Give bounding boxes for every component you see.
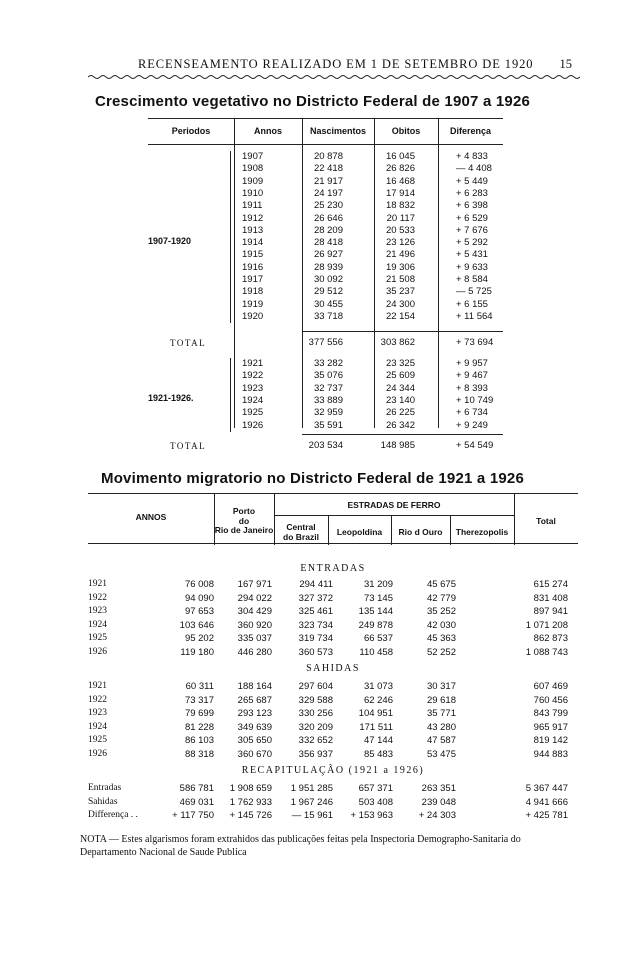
diferenca-cell: + 6 398	[456, 200, 488, 212]
year-cell: 1916	[242, 261, 264, 273]
running-title: RECENSEAMENTO REALIZADO EM 1 DE SETEMBRO DE 1920	[138, 57, 534, 71]
total-nasc: 377 556	[308, 337, 343, 348]
header-line: Porto	[232, 506, 256, 516]
central-cell: 293 123	[237, 708, 272, 719]
obitos-cell: 20 533	[385, 224, 415, 236]
rio-cell: 66 537	[363, 633, 393, 644]
row-label-cell: 1921	[88, 579, 107, 589]
row-label-cell: Differença . .	[88, 810, 138, 820]
header-periodos: Periodos	[171, 126, 211, 136]
table-row	[148, 274, 503, 286]
diferenca-cell: + 6 155	[456, 298, 488, 310]
table-row	[148, 311, 503, 323]
total-cell: 1 071 208	[525, 619, 568, 631]
rio-cell: 31 209	[363, 579, 393, 590]
year-cell: 1924	[242, 394, 264, 406]
diferenca-cell: + 6 734	[456, 407, 488, 419]
row-label-cell: 1925	[88, 633, 107, 643]
total-obit: 148 985	[380, 440, 415, 451]
central-cell: 335 037	[237, 633, 272, 644]
obitos-cell: 24 300	[385, 298, 415, 310]
table-row	[88, 708, 578, 721]
table-row	[148, 163, 503, 175]
table-row	[148, 407, 503, 419]
obitos-cell: 17 914	[385, 187, 415, 199]
rule	[274, 515, 514, 516]
leop-cell: 297 604	[298, 681, 333, 692]
central-cell: 360 670	[237, 748, 272, 760]
total-cell: 897 941	[533, 606, 568, 617]
ther-cell: 239 048	[421, 796, 456, 808]
footnote: NOTA — Estes algarismos foram extrahidos das publicações feitas pela Inspectoria Demographo-Sanitaria do Departamento Nacional de Saude Publica	[80, 834, 521, 858]
obitos-cell: 21 496	[385, 249, 415, 261]
diferenca-cell: + 6 283	[456, 187, 488, 199]
total-dif: + 73 694	[456, 337, 494, 348]
header-line: Rio de Janeiro	[214, 525, 274, 535]
header-therezopolis: Therezopolis	[455, 527, 509, 537]
ther-cell: 47 587	[426, 735, 456, 746]
year-cell: 1915	[242, 249, 264, 261]
total-cell: 819 142	[533, 735, 568, 746]
nascimentos-cell: 22 418	[313, 163, 343, 175]
leop-cell: 360 573	[298, 646, 333, 658]
obitos-cell: 26 225	[385, 407, 415, 419]
central-cell: 1 908 659	[229, 783, 272, 794]
year-cell: 1914	[242, 237, 264, 249]
nascimentos-cell: 25 230	[313, 200, 343, 212]
table-row	[88, 620, 578, 633]
header-central	[274, 523, 328, 542]
group-label: 1907-1920	[148, 236, 192, 246]
group-label: 1921-1926.	[148, 393, 194, 403]
table-row	[148, 225, 503, 237]
section-sahidas: SAHIDAS	[306, 663, 360, 674]
diferenca-cell: + 11 564	[456, 310, 493, 322]
table1-title: Crescimento vegetativo no Districto Federal de 1907 a 1926	[94, 93, 531, 110]
nascimentos-cell: 32 737	[313, 382, 343, 394]
table-row	[88, 579, 578, 592]
table-row	[148, 237, 503, 249]
rio-cell: 135 144	[358, 606, 393, 617]
ther-cell: + 24 303	[418, 810, 456, 821]
total-label: TOTAL	[170, 338, 207, 348]
total-cell: 944 883	[533, 748, 568, 760]
row-label-cell: 1924	[88, 721, 107, 732]
row-label-cell: 1925	[88, 735, 107, 745]
header-leopoldina: Leopoldina	[336, 527, 383, 537]
total-cell: 760 456	[533, 694, 568, 706]
table-row	[88, 810, 578, 823]
ther-cell: 30 317	[426, 681, 456, 692]
nascimentos-cell: 35 591	[313, 419, 343, 431]
porto-cell: 76 008	[184, 579, 214, 590]
group-brace	[230, 358, 231, 432]
diferenca-cell: + 7 676	[456, 224, 488, 236]
total-rule	[302, 434, 503, 435]
total-cell: 831 408	[533, 592, 568, 604]
leop-cell: 319 734	[298, 633, 333, 644]
year-cell: 1918	[242, 286, 264, 298]
nascimentos-cell: 30 455	[313, 298, 343, 310]
nascimentos-cell: 29 512	[313, 286, 343, 298]
header-annos: ANNOS	[135, 512, 167, 522]
central-cell: 294 022	[237, 592, 272, 604]
total-cell: 5 367 447	[525, 783, 568, 794]
rio-cell: 31 073	[363, 681, 393, 692]
ther-cell: 42 779	[426, 592, 456, 604]
diferenca-cell: + 6 529	[456, 212, 488, 224]
ther-cell: 42 030	[426, 619, 456, 631]
table-row	[88, 797, 578, 810]
row-label-cell: 1922	[88, 592, 107, 603]
table-row	[148, 176, 503, 188]
leop-cell: — 15 961	[291, 810, 333, 821]
year-cell: 1913	[242, 224, 264, 236]
table-row	[148, 151, 503, 163]
header-total: Total	[536, 516, 556, 526]
diferenca-cell: + 10 749	[456, 394, 494, 406]
header-annos: Annos	[254, 126, 282, 136]
table-row	[88, 783, 578, 796]
total-row	[148, 337, 503, 349]
central-cell: 305 650	[237, 735, 272, 746]
row-label-cell: 1924	[88, 619, 107, 630]
rule	[88, 493, 578, 494]
total-rule	[302, 331, 503, 332]
table-row	[148, 286, 503, 298]
year-cell: 1917	[242, 274, 264, 285]
total-dif: + 54 549	[456, 440, 494, 451]
porto-cell: 88 318	[184, 748, 214, 760]
year-cell: 1911	[242, 200, 263, 212]
porto-cell: 60 311	[185, 681, 214, 692]
porto-cell: + 117 750	[172, 810, 214, 821]
central-cell: 265 687	[237, 694, 272, 706]
central-cell: 167 971	[237, 579, 272, 590]
header-diferenca: Diferença	[449, 126, 492, 136]
header-line: do	[238, 515, 250, 526]
table-row	[88, 633, 578, 646]
ther-cell: 45 363	[426, 633, 456, 644]
table-row	[148, 370, 503, 382]
obitos-cell: 24 344	[385, 382, 415, 394]
total-cell: 843 799	[533, 708, 568, 719]
central-cell: 360 920	[237, 619, 272, 631]
central-cell: 446 280	[237, 646, 272, 658]
central-cell: 1 762 933	[229, 796, 272, 808]
nascimentos-cell: 26 646	[313, 212, 343, 224]
porto-cell: 95 202	[184, 633, 214, 644]
rio-cell: + 153 963	[350, 810, 393, 821]
rio-cell: 85 483	[363, 748, 393, 760]
nascimentos-cell: 28 418	[313, 237, 343, 249]
nascimentos-cell: 33 282	[313, 358, 343, 369]
header-line: Central	[286, 522, 316, 532]
header-nascimentos: Nascimentos	[309, 126, 367, 136]
year-cell: 1919	[242, 298, 264, 310]
obitos-cell: 23 325	[385, 358, 415, 369]
diferenca-cell: + 9 249	[456, 419, 488, 431]
diferenca-cell: + 5 292	[456, 237, 488, 249]
nascimentos-cell: 35 076	[313, 370, 343, 382]
nascimentos-cell: 20 878	[313, 151, 343, 162]
obitos-cell: 23 140	[385, 394, 415, 406]
leop-cell: 1 967 246	[290, 796, 333, 808]
leop-cell: 330 256	[298, 708, 333, 719]
header-rio-douro: Rio d Ouro	[398, 527, 443, 537]
obitos-cell: 23 126	[385, 237, 415, 249]
leop-cell: 320 209	[298, 721, 333, 733]
header-line: do Brazil	[283, 531, 319, 542]
rio-cell: 104 951	[358, 708, 393, 719]
total-label: TOTAL	[170, 441, 207, 451]
row-label-cell: 1926	[88, 748, 107, 759]
porto-cell: 73 317	[184, 694, 214, 706]
year-cell: 1912	[242, 212, 264, 224]
porto-cell: 119 180	[180, 646, 214, 658]
obitos-cell: 16 468	[385, 175, 415, 187]
porto-cell: 81 228	[184, 721, 214, 733]
table-row	[148, 395, 503, 407]
table-row	[148, 262, 503, 274]
rio-cell: 110 458	[359, 646, 393, 658]
nascimentos-cell: 26 927	[313, 249, 343, 261]
section-entradas: ENTRADAS	[300, 563, 366, 574]
obitos-cell: 16 045	[385, 151, 415, 162]
diferenca-cell: + 5 431	[456, 249, 488, 261]
year-cell: 1920	[242, 310, 264, 322]
rule	[148, 118, 503, 119]
wavy-rule	[88, 74, 580, 80]
year-cell: 1926	[242, 419, 264, 431]
porto-cell: 94 090	[184, 592, 214, 604]
year-cell: 1923	[242, 382, 264, 394]
leop-cell: 323 734	[298, 619, 333, 631]
page-number: 15	[559, 57, 572, 71]
table-row	[88, 681, 578, 694]
total-row	[148, 440, 503, 452]
ther-cell: 35 252	[426, 606, 456, 617]
nascimentos-cell: 28 939	[313, 261, 343, 273]
porto-cell: 103 646	[179, 619, 214, 631]
group-brace	[230, 151, 231, 323]
table2-title: Movimento migratorio no Districto Federal de 1921 a 1926	[101, 470, 524, 487]
diferenca-cell: + 9 633	[456, 261, 488, 273]
table-row	[148, 249, 503, 261]
year-cell: 1925	[242, 407, 264, 419]
obitos-cell: 22 154	[385, 310, 415, 322]
row-label-cell: Entradas	[88, 783, 122, 793]
row-label-cell: 1926	[88, 646, 107, 657]
rule	[88, 543, 578, 544]
table1	[148, 118, 503, 458]
ther-cell: 52 252	[426, 646, 456, 658]
obitos-cell: 21 508	[385, 274, 415, 285]
diferenca-cell: + 9 467	[456, 370, 488, 382]
table-row	[148, 358, 503, 370]
total-cell: + 425 781	[525, 810, 568, 821]
table-row	[148, 299, 503, 311]
header-obitos: Obitos	[391, 126, 421, 136]
obitos-cell: 20 117	[386, 212, 415, 224]
porto-cell: 79 699	[184, 708, 214, 719]
rio-cell: 171 511	[359, 721, 393, 733]
total-cell: 4 941 666	[525, 796, 568, 808]
year-cell: 1910	[242, 187, 264, 199]
table-row	[88, 606, 578, 619]
section-recap: RECAPITULAÇÃO (1921 a 1926)	[241, 765, 425, 776]
row-label-cell: Sahidas	[88, 796, 118, 807]
rio-cell: 249 878	[358, 619, 393, 631]
ther-cell: 263 351	[421, 783, 456, 794]
table-row	[88, 722, 578, 735]
year-cell: 1907	[242, 151, 264, 162]
diferenca-cell: + 9 957	[456, 358, 488, 369]
central-cell: 304 429	[237, 606, 272, 617]
rio-cell: 62 246	[363, 694, 393, 706]
diferenca-cell: + 8 584	[456, 274, 488, 285]
table-row	[148, 188, 503, 200]
ther-cell: 53 475	[426, 748, 456, 760]
diferenca-cell: — 5 725	[456, 286, 492, 298]
diferenca-cell: + 8 393	[456, 382, 488, 394]
obitos-cell: 19 306	[385, 261, 415, 273]
leop-cell: 329 588	[298, 694, 333, 706]
nascimentos-cell: 33 889	[313, 394, 343, 406]
nascimentos-cell: 32 959	[313, 407, 343, 419]
leop-cell: 332 652	[298, 735, 333, 746]
table-row	[148, 213, 503, 225]
obitos-cell: 18 832	[385, 200, 415, 212]
central-cell: 188 164	[237, 681, 272, 692]
year-cell: 1921	[242, 358, 264, 369]
header-porto	[214, 507, 274, 536]
table-row	[88, 695, 578, 708]
nascimentos-cell: 24 197	[313, 187, 343, 199]
year-cell: 1909	[242, 175, 264, 187]
rio-cell: 47 144	[363, 735, 393, 746]
ther-cell: 29 618	[426, 694, 456, 706]
running-header	[110, 57, 580, 75]
diferenca-cell: — 4 408	[456, 163, 492, 175]
central-cell: + 145 726	[229, 810, 272, 821]
porto-cell: 586 781	[179, 783, 214, 794]
nascimentos-cell: 30 092	[313, 274, 343, 285]
nascimentos-cell: 28 209	[313, 224, 343, 236]
table-row	[148, 420, 503, 432]
porto-cell: 97 653	[184, 606, 214, 617]
table-row	[148, 383, 503, 395]
nascimentos-cell: 21 917	[313, 175, 343, 187]
row-label-cell: 1923	[88, 606, 107, 616]
total-cell: 607 469	[533, 681, 568, 692]
row-label-cell: 1923	[88, 708, 107, 718]
table-row	[88, 593, 578, 606]
porto-cell: 86 103	[184, 735, 214, 746]
total-cell: 862 873	[533, 633, 568, 644]
table-row	[148, 200, 503, 212]
ther-cell: 45 675	[426, 579, 456, 590]
ther-cell: 43 280	[426, 721, 456, 733]
leop-cell: 327 372	[298, 592, 333, 604]
rio-cell: 503 408	[358, 796, 393, 808]
ther-cell: 35 771	[426, 708, 456, 719]
leop-cell: 1 951 285	[290, 783, 333, 794]
central-cell: 349 639	[237, 721, 272, 733]
table-row	[88, 749, 578, 762]
total-cell: 1 088 743	[525, 646, 568, 658]
table-row	[88, 647, 578, 660]
obitos-cell: 35 237	[385, 286, 415, 298]
year-cell: 1908	[242, 163, 264, 175]
diferenca-cell: + 4 833	[456, 151, 488, 162]
leop-cell: 294 411	[299, 579, 333, 590]
rio-cell: 657 371	[358, 783, 393, 794]
total-cell: 965 917	[533, 721, 568, 733]
header-estradas: ESTRADAS DE FERRO	[347, 500, 441, 510]
obitos-cell: 26 826	[385, 163, 415, 175]
year-cell: 1922	[242, 370, 264, 382]
total-cell: 615 274	[533, 579, 568, 590]
leop-cell: 356 937	[298, 748, 333, 760]
diferenca-cell: + 5 449	[456, 175, 488, 187]
total-obit: 303 862	[380, 337, 415, 348]
obitos-cell: 25 609	[385, 370, 415, 382]
table-row	[88, 735, 578, 748]
table2	[88, 493, 578, 833]
rule	[148, 144, 503, 145]
obitos-cell: 26 342	[385, 419, 415, 431]
porto-cell: 469 031	[179, 796, 214, 808]
total-nasc: 203 534	[308, 440, 343, 451]
nascimentos-cell: 33 718	[313, 310, 343, 322]
rio-cell: 73 145	[363, 592, 393, 604]
leop-cell: 325 461	[298, 606, 333, 617]
row-label-cell: 1921	[88, 681, 107, 691]
row-label-cell: 1922	[88, 694, 107, 705]
